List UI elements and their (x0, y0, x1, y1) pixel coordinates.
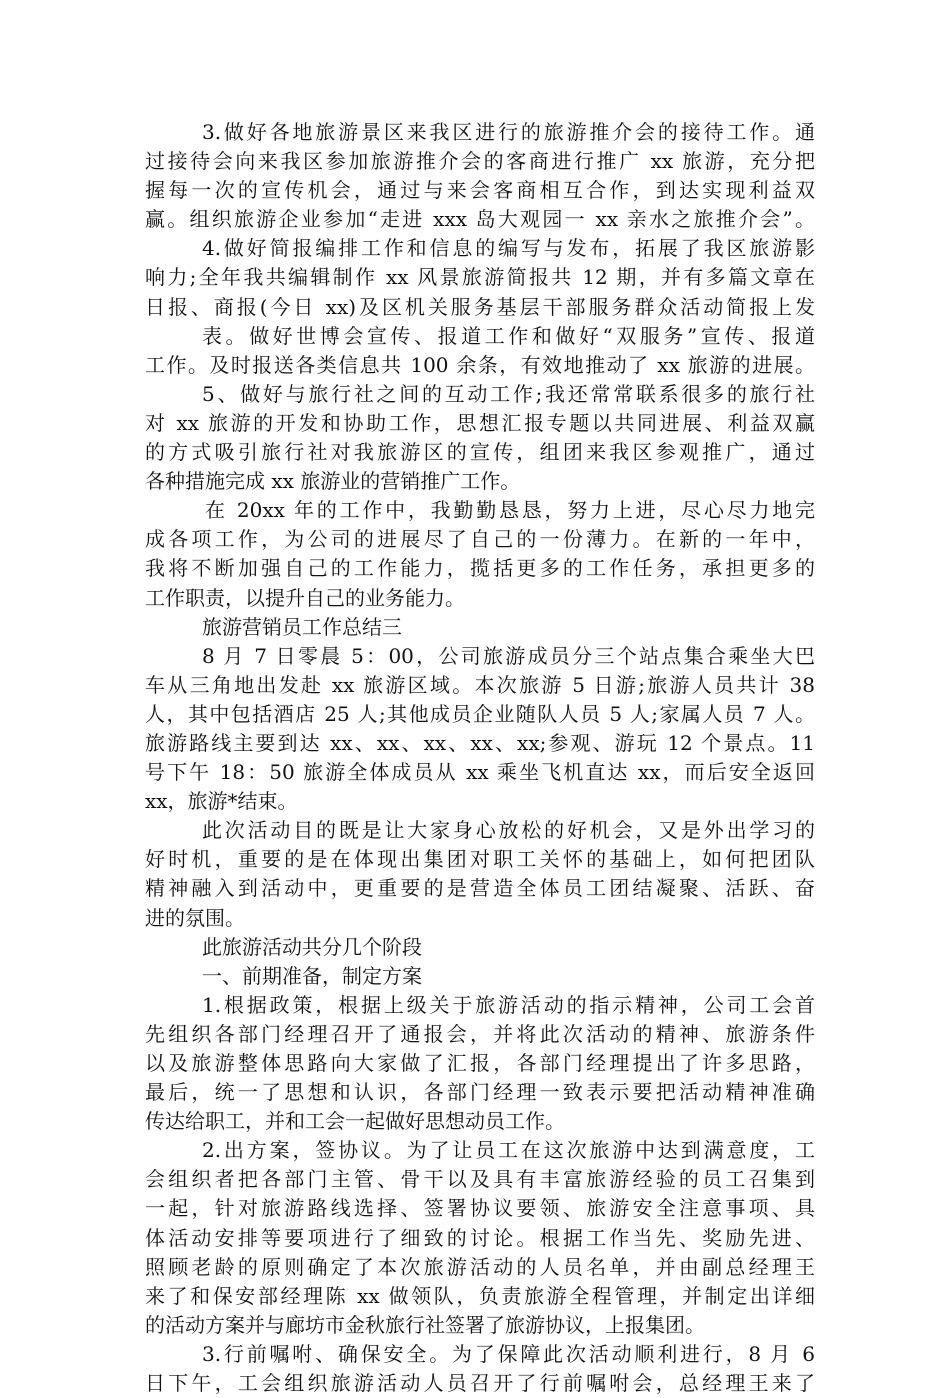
paragraph-line: 过接待会向来我区参加旅游推介会的客商进行推广 xx 旅游，充分把 (145, 149, 815, 174)
paragraph-line: 2.出方案，签协议。为了让员工在这次旅游中达到满意度，工 (202, 1138, 815, 1163)
paragraph-line: 精神融入到活动中，更重要的是营造全体员工团结凝聚、活跃、奋 (145, 876, 815, 901)
paragraph-line: 会组织者把各部门主管、骨干以及具有丰富旅游经验的员工召集到 (145, 1167, 815, 1192)
paragraph-line: 旅游路线主要到达 xx、xx、xx、xx、xx;参观、游玩 12 个景点。11 (145, 730, 815, 755)
paragraph-line: 好时机，重要的是在体现出集团对职工关怀的基础上，如何把团队 (145, 847, 815, 872)
paragraph-line: 响力;全年我共编辑制作 xx 风景旅游简报共 12 期，并有多篇文章在 (145, 265, 815, 290)
paragraph-line: 对 xx 旅游的开发和协助工作，思想汇报专题以共同进展、利益双赢 (145, 410, 815, 435)
paragraph-line: 以及旅游整体思路向大家做了汇报，各部门经理提出了许多思路， (145, 1051, 815, 1075)
paragraph-line: 号下午 18：50 旅游全体成员从 xx 乘坐飞机直达 xx，而后安全返回 (145, 760, 815, 785)
paragraph-line: 表。做好世博会宣传、报道工作和做好“双服务”宣传、报道 (202, 323, 815, 348)
paragraph-line: 日下午，工会组织旅游活动人员召开了行前嘱咐会，总经理王来了 (145, 1371, 815, 1396)
paragraph-line: 来了和保安部经理陈 xx 做领队，负责旅游全程管理，并制定出详细 (145, 1283, 815, 1308)
paragraph-line: 最后，统一了思想和认识，各部门经理一致表示要把活动精神准确 (145, 1080, 815, 1105)
paragraph-line: 工作。及时报送各类信息共 100 余条，有效地推动了 xx 旅游的进展。 (145, 352, 815, 377)
paragraph-line: 的活动方案并与廊坊市金秋旅行社签署了旅游协议，上报集团。 (145, 1312, 705, 1337)
paragraph-line: 先组织各部门经理召开了通报会，并将此次活动的精神、旅游条件 (145, 1021, 815, 1046)
paragraph-line: xx，旅游*结束。 (145, 789, 298, 814)
paragraph-line: 各种措施完成 xx 旅游业的营销推广工作。 (145, 469, 521, 494)
paragraph-line: 工作职责，以提升自己的业务能力。 (145, 585, 465, 610)
section-heading: 此旅游活动共分几个阶段 (202, 934, 422, 959)
paragraph-line: 照顾老龄的原则确定了本次旅游活动的人员名单，并由副总经理王 (145, 1254, 815, 1279)
paragraph-line: 人，其中包括酒店 25 人;其他成员企业随队人员 5 人;家属人员 7 人。 (145, 701, 815, 726)
paragraph-line: 赢。组织旅游企业参加“走进 xxx 岛大观园一 xx 亲水之旅推介会”。 (145, 207, 815, 232)
paragraph-line: 我将不断加强自己的工作能力，揽括更多的工作任务，承担更多的 (145, 556, 815, 581)
section-heading: 一、前期准备，制定方案 (202, 963, 422, 988)
paragraph-line: 1.根据政策，根据上级关于旅游活动的指示精神，公司工会首 (202, 992, 815, 1017)
paragraph-line: 成各项工作，为公司的进展尽了自己的一份薄力。在新的一年中， (145, 527, 815, 552)
paragraph-line: 此次活动目的既是让大家身心放松的好机会，又是外出学习的 (202, 818, 815, 843)
paragraph-line: 3.做好各地旅游景区来我区进行的旅游推介会的接待工作。通 (202, 120, 815, 144)
paragraph-line: 8 月 7 日零晨 5：00，公司旅游成员分三个站点集合乘坐大巴 (202, 643, 815, 668)
document-body (145, 118, 815, 1398)
paragraph-line: 3.行前嘱咐、确保安全。为了保障此次活动顺利进行，8 月 6 (202, 1341, 815, 1366)
paragraph-line: 在 20xx 年的工作中，我勤勤恳恳，努力上进，尽心尽力地完 (205, 498, 815, 523)
paragraph-line: 握每一次的宣传机会，通过与来会客商相互合作，到达实现利益双 (145, 178, 815, 203)
paragraph-line: 体活动安排等要项进行了细致的讨论。根据工作当先、奖励先进、 (145, 1225, 815, 1250)
paragraph-line: 5、做好与旅行社之间的互动工作;我还常常联系很多的旅行社 (202, 381, 815, 406)
section-heading: 旅游营销员工作总结三 (202, 614, 402, 639)
paragraph-line: 进的氛围。 (145, 905, 245, 930)
paragraph-line: 的方式吸引旅行社对我旅游区的宣传，组团来我区参观推广，通过 (145, 440, 815, 465)
paragraph-line: 传达给职工，并和工会一起做好思想动员工作。 (145, 1109, 565, 1134)
paragraph-line: 车从三角地出发赴 xx 旅游区域。本次旅游 5 日游;旅游人员共计 38 (145, 672, 815, 697)
paragraph-line: 日报、商报(今日 xx)及区机关服务基层干部服务群众活动简报上发 (145, 294, 815, 319)
paragraph-line: 4.做好简报编排工作和信息的编写与发布，拓展了我区旅游影 (202, 236, 815, 261)
paragraph-line: 一起，针对旅游路线选择、签署协议要领、旅游安全注意事项、具 (145, 1196, 815, 1221)
